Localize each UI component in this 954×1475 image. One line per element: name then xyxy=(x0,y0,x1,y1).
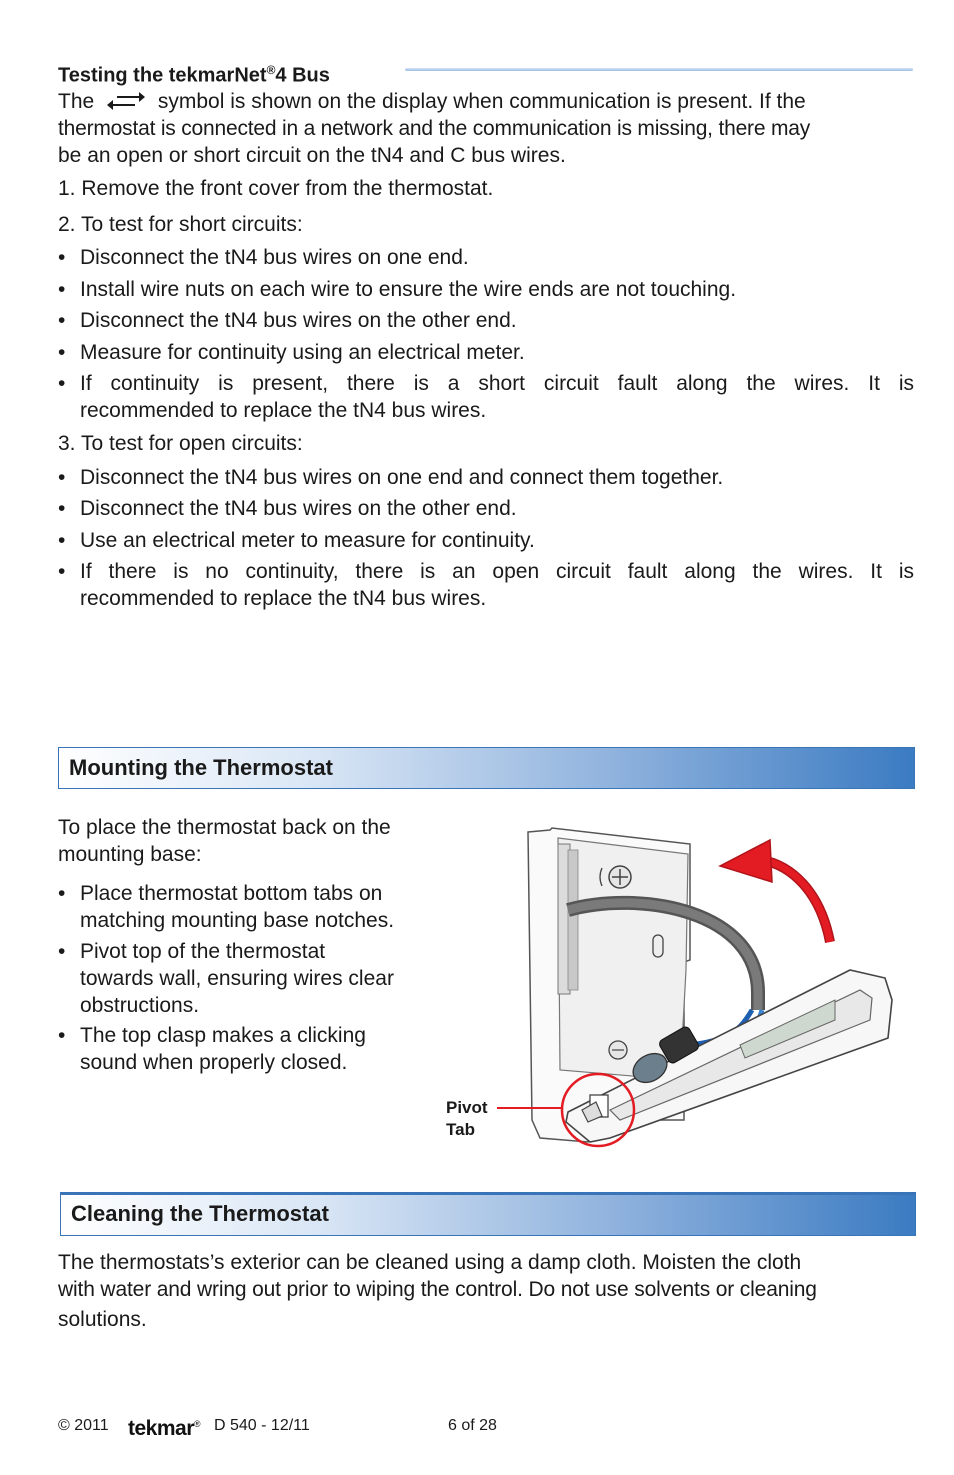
title-text-end: 4 Bus xyxy=(275,64,330,87)
document-id: D 540 - 12/11 xyxy=(214,1417,310,1434)
list-item: • Place thermostat bottom tabs on matching mounting base notches. xyxy=(58,882,395,932)
registered-mark: ® xyxy=(266,63,276,77)
section-header-cleaning xyxy=(60,1192,916,1236)
brand-logo: tekmar® xyxy=(128,1417,201,1440)
justified-line: If there is no continuity, there is an open circuit fault along the wires. It is xyxy=(80,560,914,583)
copyright: © 2011 xyxy=(58,1417,109,1434)
intro-after: symbol is shown on the display when communication is present. If the xyxy=(157,90,806,113)
title-rule xyxy=(405,68,913,71)
section-header-mounting xyxy=(58,747,915,789)
cleaning-paragraph xyxy=(58,1249,928,1333)
page-number: 6 of 28 xyxy=(448,1417,497,1434)
intro-line-2: thermostat is connected in a network and the communication is missing, there may xyxy=(58,117,811,140)
line-2: recommended to replace the tN4 bus wires. xyxy=(80,399,487,422)
footer xyxy=(58,1415,658,1439)
list-item: • Pivot top of the thermostat towards wall, ensuring wires clear obstructions. xyxy=(58,940,394,1017)
step-2: 2. To test for short circuits: xyxy=(58,213,303,236)
intro-line-3: be an open or short circuit on the tN4 and C bus wires. xyxy=(58,144,566,167)
line: The thermostats’s exterior can be cleaned using a damp cloth. Moisten the cloth xyxy=(58,1251,802,1274)
intro-before: The xyxy=(58,90,95,113)
step-3: 3. To test for open circuits: xyxy=(58,432,303,455)
section-title: Cleaning the Thermostat xyxy=(71,1201,329,1226)
line-2: recommended to replace the tN4 bus wires. xyxy=(80,587,487,610)
intro-line-1 xyxy=(58,88,914,115)
list-item: • If there is no continuity, there is an open circuit fault along the wires. It is recommended to replace the tN4 bus wires. xyxy=(58,560,914,610)
line: with water and wring out prior to wiping the control. Do not use solvents or cleaning xyxy=(58,1278,817,1301)
step-1: 1. Remove the front cover from the thermostat. xyxy=(58,177,494,200)
list-item: • If continuity is present, there is a short circuit fault along the wires. It is recommended to replace the tN4 bus wires. xyxy=(58,372,914,422)
title-text: Testing the tekmarNet xyxy=(58,64,267,87)
section-title-testing xyxy=(58,58,330,88)
section-title: Mounting the Thermostat xyxy=(69,755,333,780)
thermostat-mounting-illustration xyxy=(440,820,910,1165)
swap-arrows-icon xyxy=(106,91,146,111)
mounting-intro: To place the thermostat back on the mounting base: xyxy=(58,816,391,866)
pivot-tab-label: Pivot Tab xyxy=(446,1098,488,1139)
line: solutions. xyxy=(58,1308,147,1331)
list-item: • The top clasp makes a clicking sound when properly closed. xyxy=(58,1024,366,1074)
justified-line: If continuity is present, there is a short circuit fault along the wires. It is xyxy=(80,372,914,395)
